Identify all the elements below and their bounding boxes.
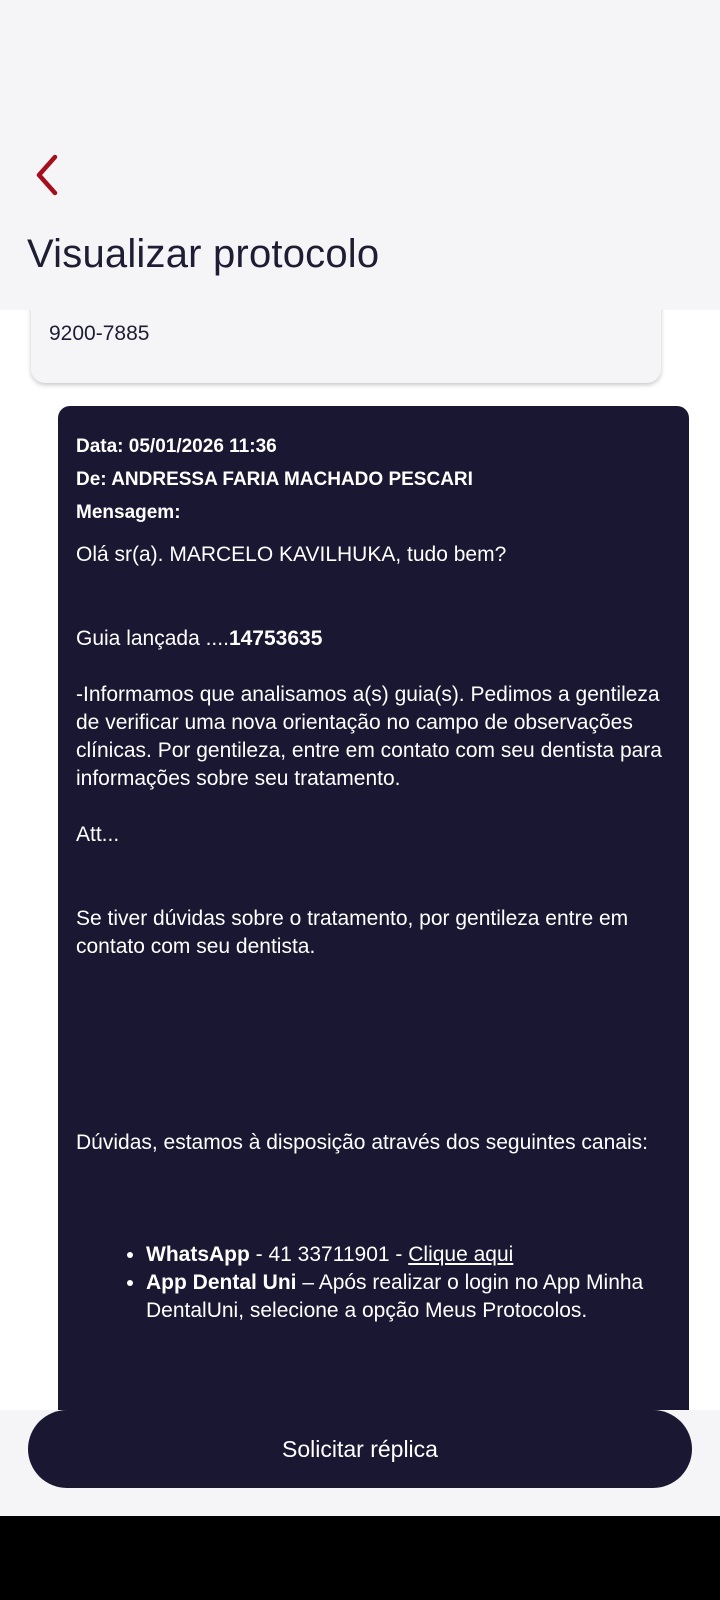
message-info-paragraph: -Informamos que analisamos a(s) guia(s). Pedimos a gentileza de verificar uma nova orientação no campo de observações clínicas. Por gentileza, entre em contato com seu dentista para informações sobre seu tratamento. xyxy=(76,683,662,790)
whatsapp-link[interactable]: Clique aqui xyxy=(408,1243,514,1266)
back-button[interactable] xyxy=(24,150,68,200)
whatsapp-label: WhatsApp xyxy=(146,1243,250,1266)
footer-bar xyxy=(0,1410,720,1516)
guide-number: 14753635 xyxy=(228,627,323,650)
protocol-content[interactable] xyxy=(0,310,720,1410)
list-item xyxy=(146,1241,671,1269)
guide-line xyxy=(76,625,671,653)
chevron-left-icon xyxy=(31,153,61,197)
protocol-info-card xyxy=(31,310,661,383)
message-label: Mensagem: xyxy=(76,502,181,523)
app-label: App Dental Uni xyxy=(146,1271,297,1294)
app-header xyxy=(0,0,720,310)
treatment-doubts-text: Se tiver dúvidas sobre o tratamento, por gentileza entre em contato com seu dentista. xyxy=(76,907,629,958)
message-sender: De: ANDRESSA FARIA MACHADO PESCARI xyxy=(76,469,473,490)
channels-intro: Dúvidas, estamos à disposição através dos seguintes canais: xyxy=(76,1131,648,1154)
guide-prefix: Guia lançada .... xyxy=(76,627,229,650)
page-title: Visualizar protocolo xyxy=(27,232,380,276)
message-date: Data: 05/01/2026 11:36 xyxy=(76,436,277,457)
whatsapp-number: - 41 33711901 - xyxy=(249,1243,409,1266)
list-item xyxy=(146,1269,671,1325)
contact-phone: 9200-7885 xyxy=(49,322,150,345)
request-reply-button[interactable]: Solicitar réplica xyxy=(28,1410,692,1488)
channels-list xyxy=(76,1241,671,1325)
message-greeting: Olá sr(a). MARCELO KAVILHUKA, tudo bem? xyxy=(76,543,507,566)
app-instructions: – Após realizar o login no App Minha DentalUni, selecione a opção Meus Protocolos. xyxy=(146,1271,644,1322)
message-card xyxy=(58,406,689,1410)
message-signoff: Att... xyxy=(76,823,120,846)
system-navigation-bar xyxy=(0,1516,720,1600)
